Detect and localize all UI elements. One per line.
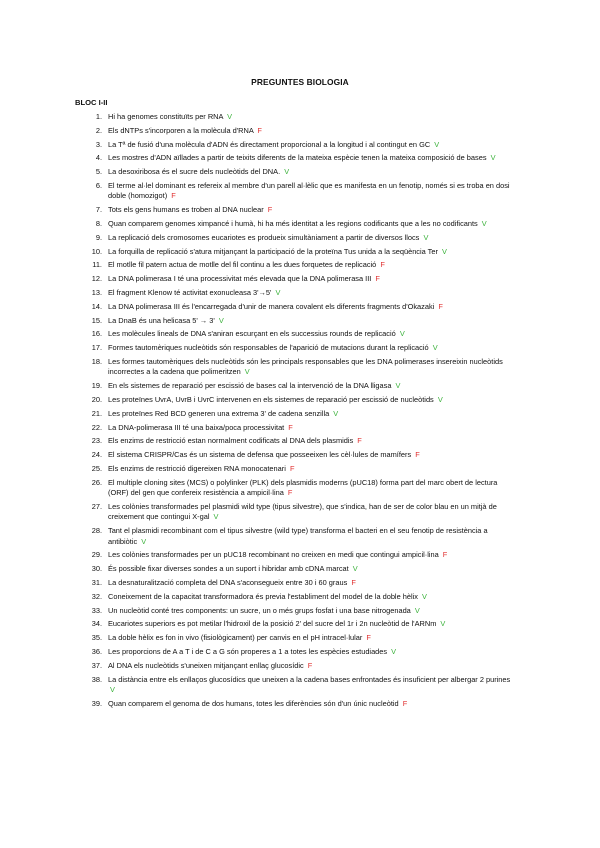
answer-true-mark: V xyxy=(481,218,487,228)
question-number: 28. xyxy=(91,526,102,536)
answer-false-mark: F xyxy=(287,488,293,498)
question-item xyxy=(86,260,518,270)
question-text-wrapper xyxy=(108,526,518,547)
answer-true-mark: V xyxy=(213,512,219,522)
question-number: 39. xyxy=(91,698,102,708)
answer-true-mark: V xyxy=(275,287,281,297)
question-number: 5. xyxy=(95,167,102,177)
question-number: 22. xyxy=(91,422,102,432)
question-item xyxy=(86,329,518,339)
question-item xyxy=(86,381,518,391)
answer-false-mark: F xyxy=(438,301,443,311)
question-item xyxy=(86,661,518,671)
question-text-wrapper xyxy=(108,661,518,671)
answer-false-mark: F xyxy=(307,660,313,670)
question-text: La DNA polimerasa I té una processivitat més elevada que la DNA polimerasa III xyxy=(108,274,372,284)
question-text-wrapper xyxy=(108,126,518,136)
question-number: 21. xyxy=(91,408,102,418)
question-number: 2. xyxy=(95,125,102,135)
question-item xyxy=(86,502,518,523)
question-text-wrapper xyxy=(108,699,518,709)
question-text: Les molècules lineals de DNA s'aniran escurçant en els successius rounds de replicació xyxy=(108,329,396,339)
question-text: Eucariotes superiors es pot metilar l'hidroxil de la posició 2' del sucre del 1r i 2n nucleòtid de l'ARNm xyxy=(108,619,437,629)
answer-true-mark: V xyxy=(423,232,429,242)
answer-true-mark: V xyxy=(437,394,443,404)
question-item xyxy=(86,647,518,657)
question-number: 8. xyxy=(95,218,102,228)
question-item xyxy=(86,205,518,215)
question-item xyxy=(86,633,518,643)
answer-true-mark: V xyxy=(490,153,496,163)
question-text: Els dNTPs s'incorporen a la molècula d'RNA xyxy=(108,125,254,135)
question-text: Les proteïnes UvrA, UvrB i UvrC intervenen en els sistemes de reparació per escissió de nucleòtids xyxy=(108,394,434,404)
question-text-wrapper xyxy=(108,140,518,150)
question-text: Al DNA els nucleòtids s'uneixen mitjançant enllaç glucosídic xyxy=(108,660,304,670)
question-number: 18. xyxy=(91,356,102,366)
question-text-wrapper xyxy=(108,423,518,433)
question-item xyxy=(86,578,518,588)
question-number: 38. xyxy=(91,674,102,684)
question-item xyxy=(86,302,518,312)
page-title: PREGUNTES BIOLOGIA xyxy=(251,77,349,87)
question-item xyxy=(86,274,518,284)
question-text: El sistema CRISPR/Cas és un sistema de defensa que posseeixen les cèl·lules de mamífers xyxy=(108,450,412,460)
question-text-wrapper xyxy=(108,181,518,202)
question-number: 14. xyxy=(91,301,102,311)
question-item xyxy=(86,343,518,353)
question-text: Les colònies transformades per un pUC18 recombinant no creixen en medi que contingui ampicil·lina xyxy=(108,550,439,560)
answer-true-mark: V xyxy=(442,246,447,256)
question-item xyxy=(86,592,518,602)
question-text: La DnaB és una helicasa 5' → 3' xyxy=(108,315,215,325)
question-text: Formes tautomèriques nucleòtids són responsables de l'aparició de mutacions durant la replicació xyxy=(108,343,429,353)
answer-true-mark: V xyxy=(399,329,405,339)
question-number: 25. xyxy=(91,463,102,473)
question-text: La forquilla de replicació s'atura mitjançant la participació de la proteïna Tus unida a la seqüència Ter xyxy=(108,246,438,256)
answer-false-mark: F xyxy=(442,550,448,560)
answer-true-mark: V xyxy=(414,605,420,615)
question-item xyxy=(86,219,518,229)
answer-true-mark: V xyxy=(440,619,446,629)
question-number: 27. xyxy=(91,501,102,511)
answer-false-mark: F xyxy=(289,463,295,473)
question-item xyxy=(86,395,518,405)
question-text: Tots els gens humans es troben al DNA nuclear xyxy=(108,205,264,215)
question-text-wrapper xyxy=(108,592,518,602)
question-item xyxy=(86,675,518,696)
question-text: La distància entre els enllaços glucosídics que uneixen a la cadena bases enfrontades és insuficient per albergar 2 purines xyxy=(108,674,511,684)
answer-false-mark: F xyxy=(402,698,408,708)
answer-true-mark: V xyxy=(352,564,358,574)
question-text: Un nucleòtid conté tres components: un sucre, un o més grups fosfat i una base nitrogenada xyxy=(108,605,411,615)
question-text: Tant el plasmidi recombinant com el tipus silvestre (wild type) transforma el bacteri en el seu fenotip de resistència a antibiòtic xyxy=(108,526,488,546)
question-text-wrapper xyxy=(108,675,518,696)
question-text-wrapper xyxy=(108,329,518,339)
question-number: 24. xyxy=(91,450,102,460)
question-number: 35. xyxy=(91,633,102,643)
question-number: 23. xyxy=(91,436,102,446)
question-number: 33. xyxy=(91,605,102,615)
answer-true-mark: V xyxy=(110,684,115,694)
question-text-wrapper xyxy=(108,357,518,378)
question-number: 32. xyxy=(91,591,102,601)
question-number: 29. xyxy=(91,550,102,560)
question-text-wrapper xyxy=(108,633,518,643)
question-number: 1. xyxy=(95,112,102,121)
question-text: La doble hèlix es fon in vivo (fisiològicament) per canvis en el pH intracel·lular xyxy=(108,633,363,643)
question-number: 17. xyxy=(91,343,102,353)
question-text-wrapper xyxy=(108,302,518,312)
question-text: La Tª de fusió d'una molècula d'ADN és directament proporcional a la longitud i al contingut en GC xyxy=(108,139,431,149)
question-number: 4. xyxy=(95,153,102,163)
question-item xyxy=(86,167,518,177)
question-text: El motlle fil patern actua de motlle del fil continu a les dues forquetes de replicació xyxy=(108,260,377,270)
question-text: La desoxiribosa és el sucre dels nucleòtids del DNA. xyxy=(108,167,281,177)
question-text-wrapper xyxy=(108,464,518,474)
question-text-wrapper xyxy=(108,112,518,122)
question-list xyxy=(86,112,518,713)
question-number: 6. xyxy=(95,180,102,190)
question-text: Hi ha genomes constituïts per RNA xyxy=(108,112,224,121)
question-text-wrapper xyxy=(108,436,518,446)
question-item xyxy=(86,436,518,446)
answer-false-mark: F xyxy=(357,436,362,446)
question-text-wrapper xyxy=(108,564,518,574)
question-text: Les colònies transformades pel plasmidi wild type (tipus silvestre), que s'indica, han de ser de color blau en un mitjà de creixement que contingui X-gal xyxy=(108,501,497,522)
question-text-wrapper xyxy=(108,153,518,163)
question-text: Els enzims de restricció estan normalment codificats al DNA dels plasmidis xyxy=(108,436,354,446)
question-text-wrapper xyxy=(108,167,518,177)
question-item xyxy=(86,233,518,243)
question-text-wrapper xyxy=(108,606,518,616)
question-item xyxy=(86,112,518,122)
question-text-wrapper xyxy=(108,395,518,405)
answer-true-mark: V xyxy=(434,139,440,149)
question-text-wrapper xyxy=(108,274,518,284)
question-number: 11. xyxy=(92,260,102,270)
question-number: 34. xyxy=(91,619,102,629)
question-text: Quan comparem el genoma de dos humans, totes les diferències són d'un únic nucleòtid xyxy=(108,698,399,708)
question-number: 19. xyxy=(91,381,102,391)
answer-true-mark: V xyxy=(227,112,233,121)
question-item xyxy=(86,464,518,474)
question-text-wrapper xyxy=(108,247,518,257)
answer-false-mark: F xyxy=(171,191,176,201)
question-item xyxy=(86,409,518,419)
question-item xyxy=(86,564,518,574)
question-text: Les formes tautomèriques dels nucleòtids són les principals responsables que les DNA polimerases insereixin nucleòtids incorrectes a la cadena que polimeritzen xyxy=(108,356,503,377)
question-item xyxy=(86,606,518,616)
answer-true-mark: V xyxy=(141,536,147,546)
question-item xyxy=(86,450,518,460)
answer-true-mark: V xyxy=(391,646,397,656)
question-item xyxy=(86,181,518,202)
question-text-wrapper xyxy=(108,316,518,326)
answer-false-mark: F xyxy=(257,125,262,135)
answer-true-mark: V xyxy=(432,343,438,353)
question-item xyxy=(86,619,518,629)
question-text-wrapper xyxy=(108,478,518,499)
question-text-wrapper xyxy=(108,502,518,523)
question-number: 13. xyxy=(91,287,102,297)
question-text-wrapper xyxy=(108,219,518,229)
question-text: Les proporcions de A a T i de C a G són properes a 1 a totes les espècies estudiades xyxy=(108,646,388,656)
question-text-wrapper xyxy=(108,381,518,391)
question-text: Les proteïnes Red BCD generen una extrema 3' de cadena senzilla xyxy=(108,408,330,418)
question-text: El fragment Klenow té activitat exonucleasa 3'→5' xyxy=(108,287,272,297)
question-text-wrapper xyxy=(108,619,518,629)
question-number: 3. xyxy=(95,139,102,149)
answer-true-mark: V xyxy=(244,367,250,377)
question-item xyxy=(86,153,518,163)
question-text: El terme al·lel dominant es refereix al membre d'un parell al·lèlic que es manifesta en un fenotip, només si es troba en dosi doble (homozigot) xyxy=(108,180,510,201)
question-number: 9. xyxy=(95,232,102,242)
question-text-wrapper xyxy=(108,578,518,588)
question-number: 12. xyxy=(91,274,102,284)
question-number: 10. xyxy=(91,246,102,256)
question-item xyxy=(86,140,518,150)
question-number: 7. xyxy=(95,205,102,215)
answer-true-mark: V xyxy=(218,315,224,325)
question-text: Els enzims de restricció digereixen RNA monocatenari xyxy=(108,463,286,473)
question-text: La desnaturalització completa del DNA s'aconsegueix entre 30 i 60 graus xyxy=(108,577,348,587)
question-item xyxy=(86,288,518,298)
question-item xyxy=(86,316,518,326)
question-number: 36. xyxy=(91,646,102,656)
question-text-wrapper xyxy=(108,260,518,270)
question-item xyxy=(86,423,518,433)
question-item xyxy=(86,357,518,378)
answer-true-mark: V xyxy=(284,167,290,177)
answer-true-mark: V xyxy=(395,381,401,391)
question-item xyxy=(86,478,518,499)
question-text-wrapper xyxy=(108,409,518,419)
question-number: 31. xyxy=(91,577,102,587)
answer-false-mark: F xyxy=(375,274,380,284)
question-text: En els sistemes de reparació per escissió de bases cal la intervenció de la DNA lligasa xyxy=(108,381,392,391)
question-number: 30. xyxy=(91,564,102,574)
question-item xyxy=(86,126,518,136)
answer-true-mark: V xyxy=(422,591,427,601)
question-number: 15. xyxy=(91,315,102,325)
question-item xyxy=(86,550,518,560)
question-text-wrapper xyxy=(108,288,518,298)
answer-false-mark: F xyxy=(366,633,371,643)
answer-false-mark: F xyxy=(288,422,293,432)
answer-false-mark: F xyxy=(351,577,356,587)
question-number: 16. xyxy=(91,329,102,339)
question-text: La replicació dels cromosomes eucariotes es produeix simultàniament a partir de diversos llocs xyxy=(108,232,420,242)
answer-false-mark: F xyxy=(380,260,385,270)
question-text: La DNA-polimerasa III té una baixa/poca processivitat xyxy=(108,422,285,432)
question-text-wrapper xyxy=(108,647,518,657)
question-item xyxy=(86,247,518,257)
answer-false-mark: F xyxy=(415,450,420,460)
section-heading: BLOC I-II xyxy=(75,98,108,107)
question-number: 37. xyxy=(91,660,102,670)
answer-true-mark: V xyxy=(333,408,339,418)
question-item xyxy=(86,526,518,547)
question-text-wrapper xyxy=(108,233,518,243)
question-text: Les mostres d'ADN aïllades a partir de teixits diferents de la mateixa espècie tenen la mateixa composició de bases xyxy=(108,153,487,163)
question-item xyxy=(86,699,518,709)
question-text-wrapper xyxy=(108,205,518,215)
question-number: 26. xyxy=(91,477,102,487)
question-text-wrapper xyxy=(108,343,518,353)
question-text: El multiple cloning sites (MCS) o polylinker (PLK) dels plasmidis moderns (pUC18) forma part del marc obert de lectura (ORF) del gen que confereix resistència a ampicil·lina xyxy=(108,477,498,498)
question-text: Coneixement de la capacitat transformadora és previa l'establiment del model de la doble hèlix xyxy=(108,591,418,601)
question-text: Quan comparem genomes ximpancé i humà, hi ha més identitat a les regions codificants que a les no codificants xyxy=(108,218,478,228)
question-text-wrapper xyxy=(108,550,518,560)
answer-false-mark: F xyxy=(267,205,273,215)
question-number: 20. xyxy=(91,394,102,404)
question-text: És possible fixar diverses sondes a un suport i hibridar amb cDNA marcat xyxy=(108,564,349,574)
question-text-wrapper xyxy=(108,450,518,460)
question-text: La DNA polimerasa III és l'encarregada d'unir de manera covalent els diferents fragments d'Okazaki xyxy=(108,301,435,311)
